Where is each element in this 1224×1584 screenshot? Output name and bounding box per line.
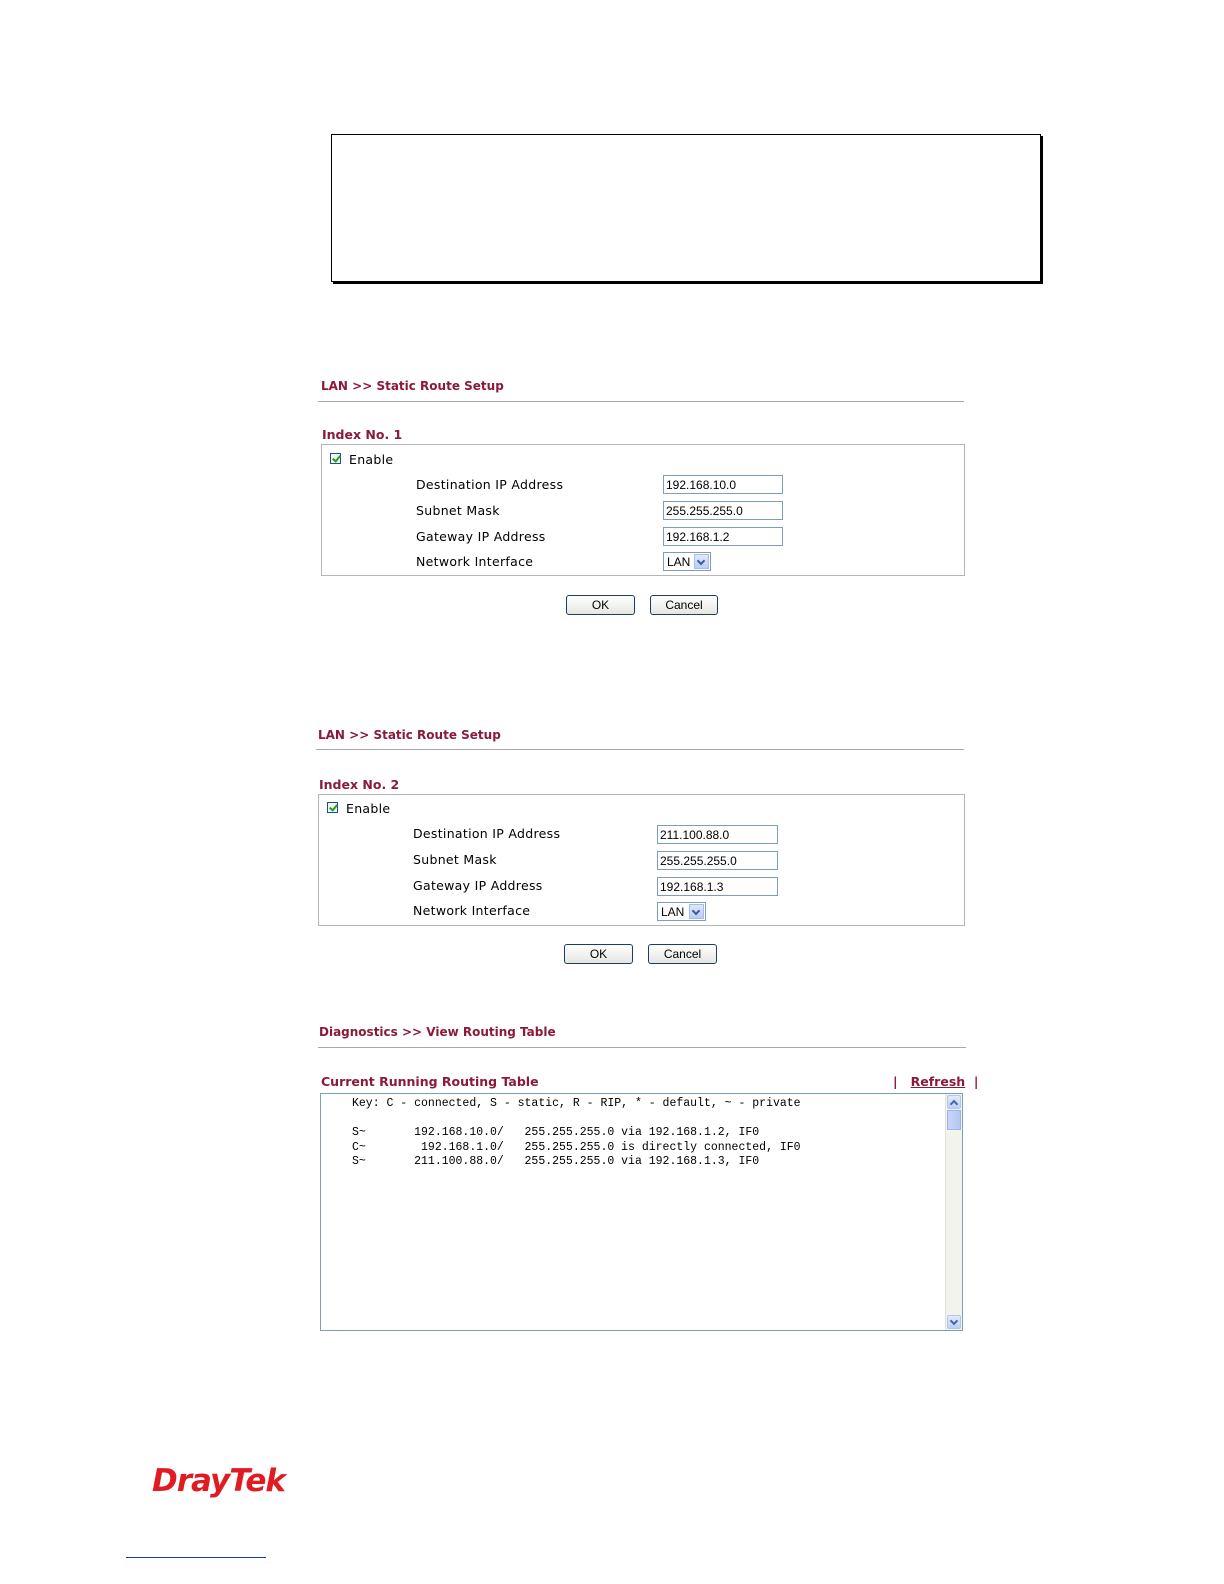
separator: | [893,1074,898,1089]
enable-label: Enable [346,801,391,816]
routing-entry: S~ 211.100.88.0/ 255.255.255.0 via 192.168.1.3, IF0 [352,1155,760,1168]
gateway-ip-label: Gateway IP Address [416,529,546,544]
cancel-button[interactable]: Cancel [648,944,717,964]
note-box [331,134,1041,282]
routing-table-textarea[interactable] [320,1093,963,1331]
routing-table-title: Current Running Routing Table [321,1074,539,1089]
breadcrumb: Diagnostics >> View Routing Table [319,1025,556,1039]
destination-ip-label: Destination IP Address [413,826,561,841]
scroll-up-icon[interactable] [947,1095,961,1109]
breadcrumb: LAN >> Static Route Setup [321,379,504,393]
divider [316,749,964,750]
divider [318,401,964,402]
subnet-mask-input[interactable]: 255.255.255.0 [663,501,783,520]
gateway-ip-label: Gateway IP Address [413,878,543,893]
ok-button[interactable]: OK [566,595,635,615]
subnet-mask-label: Subnet Mask [416,503,500,518]
gateway-ip-input[interactable]: 192.168.1.3 [657,877,778,896]
breadcrumb: LAN >> Static Route Setup [318,728,501,742]
chevron-down-icon[interactable] [694,554,709,569]
draytek-logo: DrayTek [152,1463,285,1499]
destination-ip-input[interactable]: 211.100.88.0 [657,825,778,844]
network-interface-label: Network Interface [413,903,531,918]
subnet-mask-input[interactable]: 255.255.255.0 [657,851,778,870]
ok-button[interactable]: OK [564,944,633,964]
network-interface-value: LAN [661,905,685,919]
enable-checkbox[interactable] [330,453,341,464]
destination-ip-label: Destination IP Address [416,477,564,492]
refresh-link[interactable]: Refresh [910,1074,966,1089]
network-interface-select[interactable] [663,552,711,571]
chevron-down-icon[interactable] [689,904,704,919]
enable-checkbox[interactable] [327,802,338,813]
enable-label: Enable [349,452,394,467]
footer-link-underline [126,1557,266,1558]
subnet-mask-label: Subnet Mask [413,852,497,867]
index-title: Index No. 2 [319,777,400,792]
destination-ip-input[interactable]: 192.168.10.0 [663,475,783,494]
routing-entry: C~ 192.168.1.0/ 255.255.255.0 is directly connected, IF0 [352,1141,801,1154]
cancel-button[interactable]: Cancel [650,595,718,615]
gateway-ip-input[interactable]: 192.168.1.2 [663,527,783,546]
refresh-bar [893,1074,978,1089]
scroll-thumb[interactable] [947,1110,961,1130]
routing-key-line: Key: C - connected, S - static, R - RIP, * - default, ~ - private [352,1097,801,1110]
routing-entry: S~ 192.168.10.0/ 255.255.255.0 via 192.168.1.2, IF0 [352,1126,760,1139]
network-interface-label: Network Interface [416,554,534,569]
separator: | [973,1074,979,1089]
scroll-down-icon[interactable] [947,1315,961,1329]
index-title: Index No. 1 [322,427,403,442]
network-interface-value: LAN [667,555,691,569]
divider [318,1047,966,1048]
vertical-scrollbar[interactable] [945,1094,962,1330]
network-interface-select[interactable] [657,902,706,921]
